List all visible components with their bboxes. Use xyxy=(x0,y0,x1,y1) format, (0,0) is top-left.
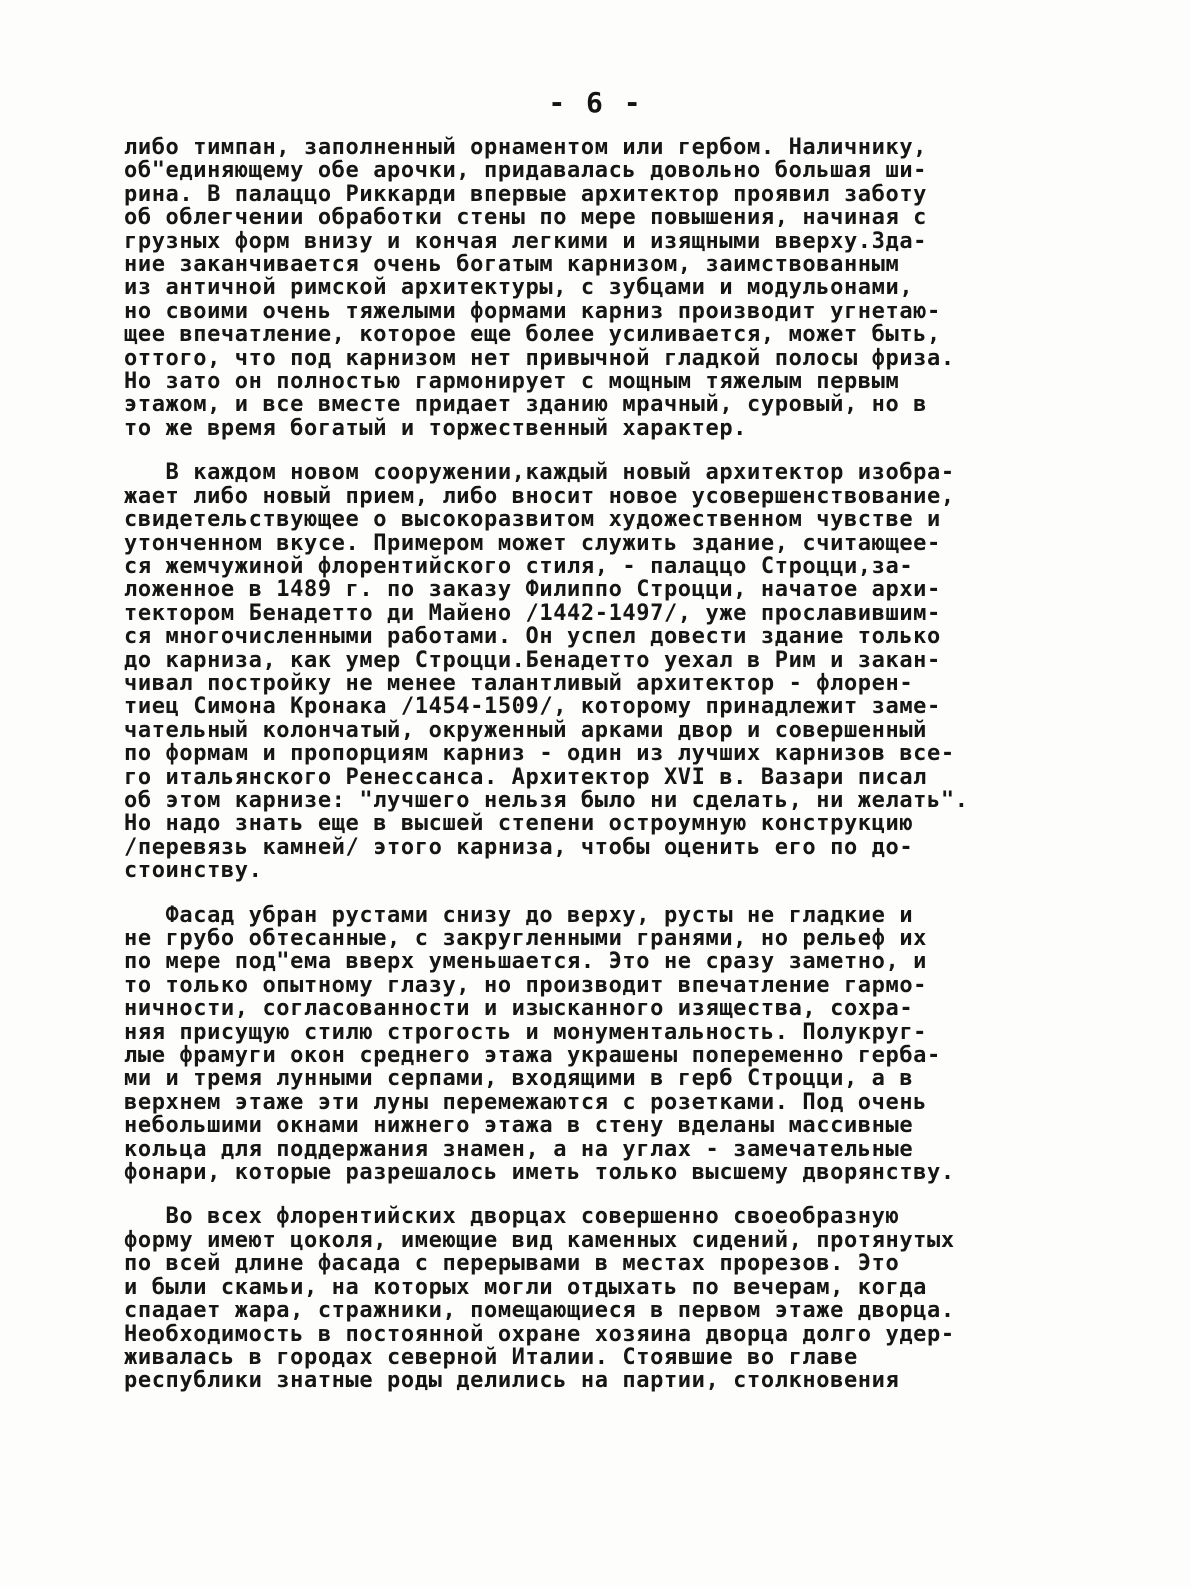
text-line: Фасад убран рустами снизу до верху, русты не гладкие и xyxy=(124,902,914,928)
text-line: Но надо знать еще в высшей степени остроумную конструкцию xyxy=(124,811,914,837)
text-line: ничности, согласованности и изысканного изящества, сохра- xyxy=(124,996,914,1022)
text-line: по формам и пропорциям карниз - один из лучших карнизов все- xyxy=(124,741,955,767)
text-line: об облегчении обработки стены по мере повышения, начиная с xyxy=(124,205,928,231)
text-line: небольшими окнами нижнего этажа в стену вделаны массивные xyxy=(124,1113,914,1139)
text-line: /перевязь камней/ этого карниза, чтобы оценить его по до- xyxy=(124,834,914,860)
text-line: не грубо обтесанные, с закругленными гранями, но рельеф их xyxy=(124,926,928,951)
text-line: свидетельствующее о высокоразвитом художественном чувстве и xyxy=(124,507,941,533)
text-line: ние заканчивается очень богатым карнизом, заимствованным xyxy=(124,252,900,278)
text-line: чательный колончатый, окруженный арками двор и совершенный xyxy=(124,717,928,743)
text-line: чивал постройку не менее талантливый архитектор - флорен- xyxy=(124,670,914,696)
body-text xyxy=(124,136,1054,1393)
text-line: лые фрамуги окон среднего этажа украшены попеременно герба- xyxy=(124,1043,941,1069)
text-line: из античной римской архитектуры, с зубцами и модульонами, xyxy=(124,275,914,301)
text-line: спадает жара, стражники, помещающиеся в первом этаже дворца. xyxy=(124,1298,955,1324)
text-line: то только опытному глазу, но производит впечатление гармо- xyxy=(124,972,928,998)
text-line: ложенное в 1489 г. по заказу Филиппо Строцци, начатое архи- xyxy=(124,577,941,603)
text-line: В каждом новом сооружении,каждый новый архитектор изобра- xyxy=(124,460,955,486)
text-line: то же время богатый и торжественный характер. xyxy=(124,415,748,441)
text-line: и были скамьи, на которых могли отдыхать по вечерам, когда xyxy=(124,1274,928,1300)
text-line: об этом карнизе: "лучшего нельзя было ни сделать, ни желать". xyxy=(124,787,969,813)
text-line: го итальянского Ренессанса. Архитектор XVI в. Вазари писал xyxy=(124,764,928,790)
text-line: до карниза, как умер Строцци.Бенадетто уехал в Рим и закан- xyxy=(124,647,941,673)
text-line: утонченном вкусе. Примером может служить здание, считающее- xyxy=(124,530,941,556)
text-line: кольца для поддержания знамен, а на углах - замечательные xyxy=(124,1136,914,1162)
text-line: жает либо новый прием, либо вносит новое усовершенствование, xyxy=(124,483,955,509)
text-line: республики знатные роды делились на партии, столкновения xyxy=(124,1368,900,1394)
paragraph xyxy=(124,1205,1054,1392)
text-line: этажом, и все вместе придает зданию мрачный, суровый, но в xyxy=(124,392,928,418)
text-line: щее впечатление, которое еще более усиливается, может быть, xyxy=(124,322,941,348)
text-line: оттого, что под карнизом нет привычной гладкой полосы фриза. xyxy=(124,345,955,371)
text-line: тиец Симона Кронака /1454-1509/, которому принадлежит заме- xyxy=(124,694,941,720)
text-line: тектором Бенадетто ди Майено /1442-1497/, уже прославившим- xyxy=(124,600,941,626)
text-line: рина. В палаццо Риккарди впервые архитектор проявил заботу xyxy=(124,181,928,207)
paragraph xyxy=(124,461,1054,882)
text-line: ми и тремя лунными серпами, входящими в герб Строцци, а в xyxy=(124,1066,914,1092)
paragraph xyxy=(124,904,1054,1185)
text-line: живалась в городах северной Италии. Стоявшие во главе xyxy=(124,1344,858,1370)
page-number: - 6 - xyxy=(548,86,643,119)
text-line: но своими очень тяжелыми формами карниз производит угнетаю- xyxy=(124,298,941,324)
text-line: няя присущую стилю строгость и монументальность. Полукруг- xyxy=(124,1019,928,1045)
text-line: форму имеют цоколя, имеющие вид каменных сидений, протянутых xyxy=(124,1227,955,1253)
text-line: Но зато он полностью гармонирует с мощным тяжелым первым xyxy=(124,369,900,395)
text-line: верхнем этаже эти луны перемежаются с розетками. Под очень xyxy=(124,1089,928,1115)
text-line: ся жемчужиной флорентийского стиля, - палаццо Строцци,за- xyxy=(124,553,914,579)
text-line: об"единяющему обе арочки, придавалась довольно большая ши- xyxy=(124,158,928,184)
text-line: либо тимпан, заполненный орнаментом или гербом. Наличнику, xyxy=(124,135,928,160)
text-line: фонари, которые разрешалось иметь только высшему дворянству. xyxy=(124,1160,955,1186)
text-line: по мере под"ема вверх уменьшается. Это не сразу заметно, и xyxy=(124,949,928,975)
paragraph xyxy=(124,136,1054,440)
text-line: ся многочисленными работами. Он успел довести здание только xyxy=(124,624,941,650)
text-line: стоинству. xyxy=(124,858,263,884)
text-line: Во всех флорентийских дворцах совершенно своеобразную xyxy=(124,1204,900,1230)
text-line: грузных форм внизу и кончая легкими и изящными вверху.Зда- xyxy=(124,228,928,254)
text-line: Необходимость в постоянной охране хозяина дворца долго удер- xyxy=(124,1321,955,1347)
text-line: по всей длине фасада с перерывами в местах прорезов. Это xyxy=(124,1251,900,1277)
